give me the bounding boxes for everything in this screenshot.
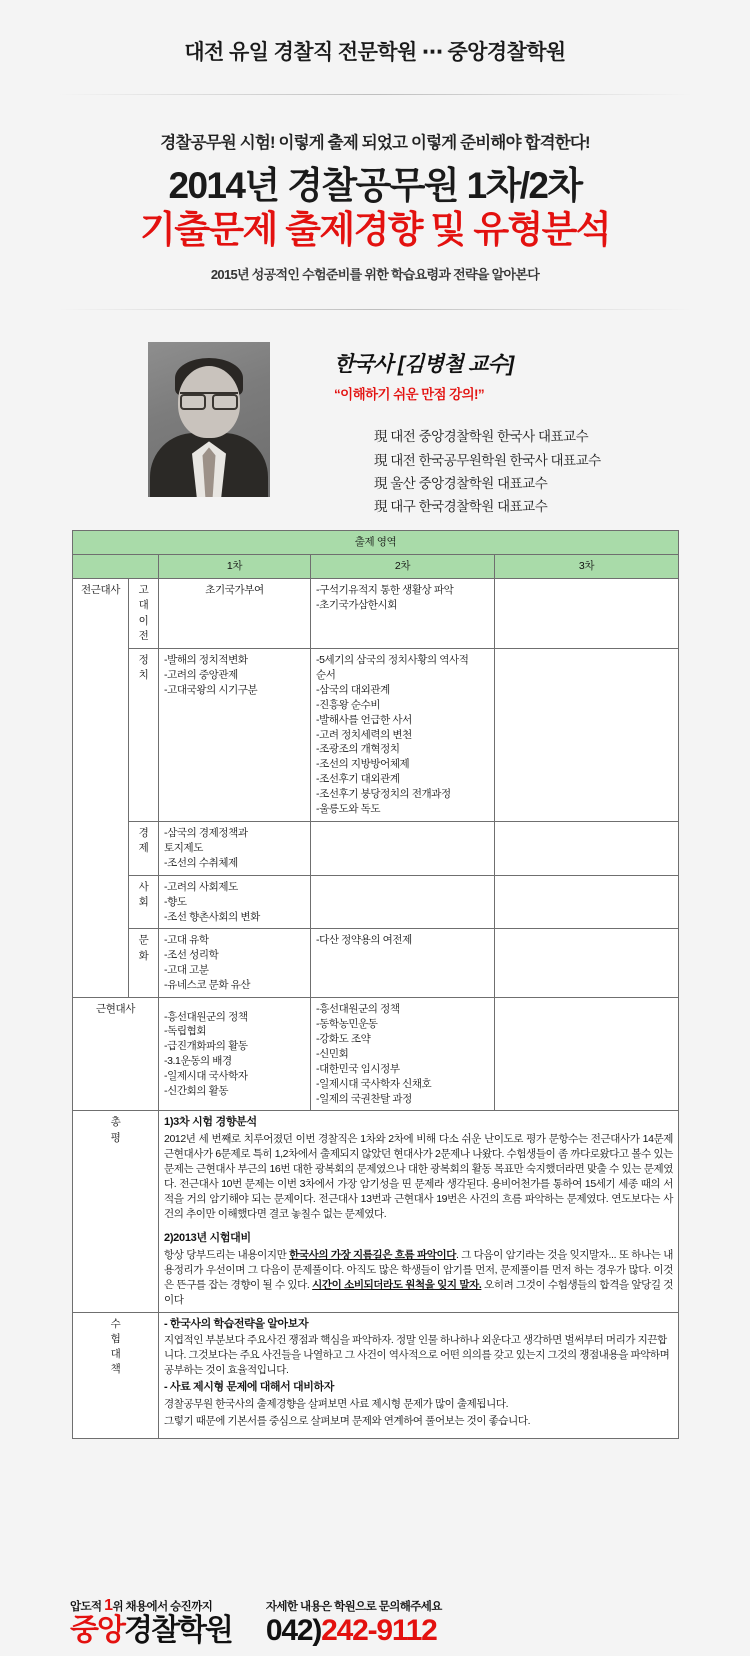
list-item: -흥선대원군의 정책 <box>316 1003 400 1016</box>
table-row-summary <box>73 1111 679 1312</box>
table-top-header: 출제 영역 <box>73 531 679 555</box>
cell-3cha-munhwa <box>495 929 679 998</box>
summary-part2-b: . 그 다음이 암기라는 것을 잊지말자... 또 하나는 내용정리가 우선이며 그 다음이 문제풀이다. 아직도 많은 학생들이 암기를 먼저, 문제풀이를 먼저 하는 경우가 많다. 이것은 뜬구를 잡는 경향이 될 수 있다. <box>164 1249 674 1291</box>
summary-part2-a: 항상 당부드리는 내용이지만 <box>164 1249 290 1262</box>
list-item: -고려의 중앙관제 <box>164 668 238 681</box>
list-item: -발해사를 언급한 사서 <box>316 713 412 726</box>
academy-logo <box>70 1616 232 1646</box>
cell-3cha-sahoe <box>495 875 679 929</box>
item-list <box>164 933 305 993</box>
strategy-label: 수 험 대 책 <box>73 1312 159 1439</box>
table-row <box>73 929 679 998</box>
list-item: -고려 정치세력의 변천 <box>316 728 412 741</box>
list-item: -대한민국 임시정부 <box>316 1062 400 1075</box>
subcategory-label-munhwa: 문 화 <box>129 929 159 998</box>
list-item: -고대국왕의 시기구분 <box>164 683 258 696</box>
table-row <box>73 822 679 876</box>
list-item: -동학농민운동 <box>316 1017 378 1030</box>
cell-2cha-munhwa <box>311 929 495 998</box>
list-item: -일제시대 국사학자 신채호 <box>316 1077 432 1090</box>
cell-3cha-jeongchi <box>495 649 679 822</box>
list-item: -조선후기 대외관계 <box>316 773 400 786</box>
cell-1cha-jeongchi <box>159 649 311 822</box>
list-item: -일제시대 국사학자 <box>164 1070 248 1083</box>
list-item: -신간회의 활동 <box>164 1085 229 1098</box>
spacer <box>164 1221 673 1231</box>
list-item: -급진개화파의 활동 <box>164 1040 248 1053</box>
column-header-2cha: 2차 <box>311 555 495 579</box>
page-title-highlight: 기출문제 출제경향 및 유형분석 <box>140 209 610 251</box>
list-item: -5세기의 삼국의 정치사황의 역사적 <box>316 654 469 667</box>
cell-1cha-sahoe <box>159 875 311 929</box>
phone-main-number: 242-9112 <box>321 1614 437 1647</box>
subcategory-label-jeongchi: 정 치 <box>129 649 159 822</box>
career-item: 現 울산 중앙경찰학원 대표교수 <box>374 475 548 491</box>
cell-1cha-geunhyeondaesa <box>159 998 311 1111</box>
brand-line: 대전 유일 경찰직 전문학원 ⋯ 중앙경찰학원 <box>184 41 566 64</box>
logo-red-part: 중앙 <box>70 1614 124 1647</box>
cell-3cha-godaeijeon <box>495 579 679 649</box>
list-item: -향도 <box>164 895 187 908</box>
table-row <box>73 579 679 649</box>
strategy-heading-2: - 사료 제시형 문제에 대해서 대비하자 <box>164 1381 334 1394</box>
spacer <box>164 1430 673 1434</box>
cell-2cha-sahoe <box>311 875 495 929</box>
list-item: -울릉도와 독도 <box>316 803 381 816</box>
cell-3cha-geunhyeondaesa <box>495 998 679 1111</box>
item-list <box>316 1002 489 1106</box>
strategy-paragraph-2: 경찰공무원 한국사의 출제경향을 살펴보면 사료 제시형 문제가 많이 출제됩니다. <box>164 1397 509 1410</box>
list-item: -고대 고분 <box>164 964 209 977</box>
summary-part1-text: 2012년 세 번째로 치루어졌던 이번 경찰직은 1차와 2차에 비해 다소 쉬운 난이도로 평가 문항수는 전근대사가 14문제 근현대사가 6문제로 특히 1,2차에서 출제되지 않았던 현대사가 2문제나 나왔다. 수험생들이 좀 까다로왔다고 볼수 있는 문제는 근현대사 부근의 16번 대한 광복회의 문제였으나 대한 광복회의 활동 목표만 숙지했더라면 맞출 수 있는 문제였다. 전근대사 10번 문제는 이번 3차에서 가장 암기성을 띤 문제라 생각된다. 용비어천가를 통하여 15세기 세종 때의 서적을 거의 암기해야 되는 문제이다. 전근대사 13번과 근현대사 19번은 사건의 흐름 파악하는 문제였다. 연도보다는 사건의 추이만 이해했다면 결코 놓칠수 없는 문제였다. <box>164 1133 673 1220</box>
phone-number[interactable] <box>266 1616 442 1646</box>
phone-area-code: 042) <box>265 1614 322 1647</box>
summary-part2-text <box>164 1248 673 1308</box>
footer-tagline <box>70 1597 232 1615</box>
list-item: -고대 유학 <box>164 934 209 947</box>
list-item: -진흥왕 순수비 <box>316 698 381 711</box>
list-item: -조선의 지방방어체제 <box>316 758 410 771</box>
title-kicker: 경찰공무원 시험! 이렇게 출제 되었고 이렇게 준비해야 합격한다! <box>160 134 590 152</box>
list-item: -조선의 수취체제 <box>164 856 238 869</box>
category-label-geunhyeondaesa: 근현대사 <box>73 998 159 1111</box>
career-item: 現 대전 한국공무원학원 한국사 대표교수 <box>374 452 601 468</box>
list-item: -독립협회 <box>164 1025 207 1038</box>
subcategory-label-godaeijeon: 고 대 이 전 <box>129 579 159 649</box>
professor-section <box>0 342 750 514</box>
logo-black-part: 경찰학원 <box>123 1614 232 1647</box>
subcategory-label-sahoe: 사 회 <box>129 875 159 929</box>
tagline-rank-number: 1 <box>104 1597 113 1614</box>
list-item: -다산 정약용의 여전제 <box>316 934 412 947</box>
footer-brand-block <box>70 1597 232 1646</box>
title-block <box>0 95 750 310</box>
item-list <box>316 583 489 613</box>
footer <box>0 1597 750 1646</box>
cell-3cha-gyeongje <box>495 822 679 876</box>
list-item: -조광조의 개혁정치 <box>316 743 400 756</box>
item-list <box>316 653 489 817</box>
summary-label: 총 평 <box>73 1111 159 1312</box>
column-header-3cha: 3차 <box>495 555 679 579</box>
professor-photo <box>148 342 270 497</box>
summary-part2-underline-1: 한국사의 가장 지름길은 흐름 파악이다 <box>289 1249 456 1262</box>
subcategory-label-gyeongje: 경 제 <box>129 822 159 876</box>
career-item: 現 대구 한국경찰학원 대표교수 <box>374 499 548 514</box>
list-item: -초기국가삼한시회 <box>316 599 398 612</box>
strategy-heading-1: - 한국사의 학습전략을 알아보자 <box>164 1317 309 1330</box>
cell-2cha-godaeijeon <box>311 579 495 649</box>
table-row <box>73 875 679 929</box>
list-item: -조선후기 붕당정치의 전개과정 <box>316 788 451 801</box>
cell-2cha-geunhyeondaesa <box>311 998 495 1111</box>
list-item: 순서 <box>316 668 336 681</box>
strategy-content <box>159 1312 679 1439</box>
list-item: -흥선대원군의 정책 <box>164 1010 248 1023</box>
top-banner <box>0 0 750 95</box>
professor-quote: “이해하기 쉬운 만점 강의!” <box>334 387 485 403</box>
column-header-blank <box>73 555 159 579</box>
table-row <box>73 649 679 822</box>
cell-1cha-gyeongje <box>159 822 311 876</box>
cell-2cha-gyeongje <box>311 822 495 876</box>
list-item: -조선 성리학 <box>164 949 219 962</box>
item-list <box>164 880 305 925</box>
table-header-row-top <box>73 531 679 555</box>
strategy-paragraph-1: 지엽적인 부분보다 주요사건 쟁점과 핵심을 파악하자. 정말 인물 하나하나 외운다고 생각하면 벌써부터 머리가 지끈합니다. 그것보다는 주요 사건들을 나열하고 그 사건이 역사적으로 어떤 의의를 갖고 있는지 그것의 쟁점내용을 파악하며 공부하는 것이 효율적입니다. <box>164 1334 670 1377</box>
list-item: -삼국의 경제정책과 <box>164 827 248 839</box>
cell-1cha-godaeijeon: 초기국가부여 <box>159 579 311 649</box>
list-item: -구석기유적지 통한 생활상 파악 <box>316 584 454 597</box>
divider-title <box>57 309 693 310</box>
summary-part2-title: 2)2013년 시험대비 <box>164 1232 251 1245</box>
summary-part2-underline-2: 시간이 소비되더라도 원척을 잊지 말자. <box>312 1278 482 1291</box>
list-item: -유네스코 문화 유산 <box>164 979 251 992</box>
tagline-post: 위 채용에서 승진까지 <box>112 1601 213 1613</box>
item-list <box>164 1010 305 1099</box>
list-item: -일제의 국권찬탈 과정 <box>316 1092 412 1105</box>
summary-content <box>159 1111 679 1312</box>
strategy-paragraph-3: 그렇기 때문에 기본서를 중심으로 살펴보며 문제와 연계하여 풀어보는 것이 좋습니다. <box>164 1414 531 1427</box>
professor-career-list <box>334 425 750 518</box>
table-row-strategy <box>73 1312 679 1439</box>
career-item: 現 대전 중앙경찰학원 한국사 대표교수 <box>374 429 589 445</box>
title-subnote: 2015년 성공적인 수험준비를 위한 학습요령과 전략을 알아본다 <box>210 267 540 283</box>
table-header-row-cols <box>73 555 679 579</box>
professor-name: 한국사 [김병철 교수] <box>334 353 514 377</box>
list-item: -고려의 사회제도 <box>164 880 238 893</box>
page-title: 2014년 경찰공무원 1차/2차 <box>168 165 582 206</box>
list-item: -발해의 정치적변화 <box>164 654 248 667</box>
list-item: -3.1운동의 배경 <box>164 1055 232 1068</box>
list-item: -강화도 조약 <box>316 1032 371 1045</box>
item-list <box>164 826 305 871</box>
analysis-table-wrap <box>72 530 678 1439</box>
summary-part2-c: 오히려 그것이 수험생들의 합격을 앞당길 것이다 <box>164 1278 674 1306</box>
glasses-icon <box>180 392 238 405</box>
cell-2cha-jeongchi <box>311 649 495 822</box>
footer-inquiry-text: 자세한 내용은 학원으로 문의해주세요 <box>265 1601 442 1613</box>
list-item: -조선 향촌사회의 변화 <box>164 910 260 923</box>
table-row <box>73 998 679 1111</box>
column-header-1cha: 1차 <box>159 555 311 579</box>
category-label-jeongeundaesa: 전근대사 <box>73 579 129 998</box>
list-item: 토지제도 <box>164 841 203 854</box>
item-list <box>164 653 305 698</box>
item-list <box>316 933 489 948</box>
footer-contact-block <box>266 1598 442 1646</box>
exam-area-table <box>72 530 679 1439</box>
summary-part1-title: 1)3차 시험 경향분석 <box>164 1116 257 1129</box>
list-item: -신민회 <box>316 1047 349 1060</box>
cell-1cha-munhwa <box>159 929 311 998</box>
tagline-pre: 압도적 <box>70 1601 105 1613</box>
list-item: -삼국의 대외관계 <box>316 683 390 696</box>
